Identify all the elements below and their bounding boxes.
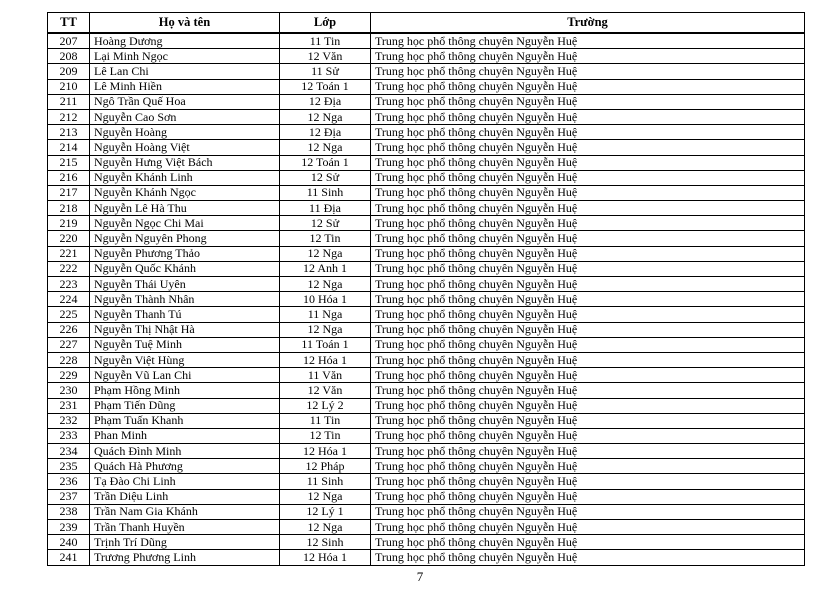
school-name: Trung học phổ thông chuyên Nguyễn Huệ: [371, 474, 805, 489]
student-name: Nguyễn Thành Nhân: [90, 292, 280, 307]
school-name: Trung học phổ thông chuyên Nguyễn Huệ: [371, 504, 805, 519]
student-table: [47, 12, 805, 566]
student-name: Nguyễn Khánh Linh: [90, 170, 280, 185]
row-number: 209: [48, 64, 90, 79]
table-row: [48, 535, 805, 550]
row-number: 208: [48, 49, 90, 64]
class-name: 11 Toán 1: [280, 337, 371, 352]
row-number: 221: [48, 246, 90, 261]
class-name: 12 Hóa 1: [280, 550, 371, 565]
school-name: Trung học phổ thông chuyên Nguyễn Huệ: [371, 109, 805, 124]
class-name: 12 Hóa 1: [280, 352, 371, 367]
school-name: Trung học phổ thông chuyên Nguyễn Huệ: [371, 535, 805, 550]
class-name: 12 Tin: [280, 428, 371, 443]
school-name: Trung học phổ thông chuyên Nguyễn Huệ: [371, 383, 805, 398]
student-name: Nguyễn Hưng Việt Bách: [90, 155, 280, 170]
class-name: 11 Văn: [280, 368, 371, 383]
school-name: Trung học phổ thông chuyên Nguyễn Huệ: [371, 398, 805, 413]
table-row: [48, 307, 805, 322]
header-class: Lớp: [280, 13, 371, 34]
table-row: [48, 185, 805, 200]
table-row: [48, 398, 805, 413]
school-name: Trung học phổ thông chuyên Nguyễn Huệ: [371, 550, 805, 565]
row-number: 233: [48, 428, 90, 443]
row-number: 229: [48, 368, 90, 383]
student-name: Lê Lan Chi: [90, 64, 280, 79]
table-row: [48, 459, 805, 474]
row-number: 239: [48, 520, 90, 535]
school-name: Trung học phổ thông chuyên Nguyễn Huệ: [371, 185, 805, 200]
school-name: Trung học phổ thông chuyên Nguyễn Huệ: [371, 246, 805, 261]
school-name: Trung học phổ thông chuyên Nguyễn Huệ: [371, 216, 805, 231]
student-name: Trần Diệu Linh: [90, 489, 280, 504]
row-number: 227: [48, 337, 90, 352]
class-name: 12 Toán 1: [280, 155, 371, 170]
table-row: [48, 94, 805, 109]
student-name: Nguyễn Cao Sơn: [90, 109, 280, 124]
school-name: Trung học phổ thông chuyên Nguyễn Huệ: [371, 413, 805, 428]
student-name: Nguyễn Khánh Ngọc: [90, 185, 280, 200]
table-row: [48, 352, 805, 367]
row-number: 214: [48, 140, 90, 155]
class-name: 12 Pháp: [280, 459, 371, 474]
table-row: [48, 337, 805, 352]
school-name: Trung học phổ thông chuyên Nguyễn Huệ: [371, 49, 805, 64]
row-number: 212: [48, 109, 90, 124]
student-name: Ngô Trần Quế Hoa: [90, 94, 280, 109]
student-name: Nguyễn Việt Hùng: [90, 352, 280, 367]
student-name: Phạm Hồng Minh: [90, 383, 280, 398]
row-number: 217: [48, 185, 90, 200]
table-row: [48, 489, 805, 504]
school-name: Trung học phổ thông chuyên Nguyễn Huệ: [371, 292, 805, 307]
class-name: 12 Sinh: [280, 535, 371, 550]
student-name: Lê Minh Hiền: [90, 79, 280, 94]
row-number: 211: [48, 94, 90, 109]
table-row: [48, 292, 805, 307]
class-name: 12 Lý 2: [280, 398, 371, 413]
school-name: Trung học phổ thông chuyên Nguyễn Huệ: [371, 94, 805, 109]
student-name: Quách Hà Phương: [90, 459, 280, 474]
table-row: [48, 428, 805, 443]
class-name: 11 Sử: [280, 64, 371, 79]
class-name: 12 Địa: [280, 125, 371, 140]
class-name: 11 Địa: [280, 201, 371, 216]
row-number: 223: [48, 277, 90, 292]
student-name: Phan Minh: [90, 428, 280, 443]
table-row: [48, 216, 805, 231]
class-name: 11 Sinh: [280, 185, 371, 200]
row-number: 222: [48, 261, 90, 276]
student-name: Trần Nam Gia Khánh: [90, 504, 280, 519]
table-row: [48, 79, 805, 94]
class-name: 11 Tin: [280, 413, 371, 428]
table-row: [48, 444, 805, 459]
student-name: Nguyễn Ngọc Chi Mai: [90, 216, 280, 231]
class-name: 12 Nga: [280, 246, 371, 261]
student-name: Quách Đình Minh: [90, 444, 280, 459]
class-name: 12 Lý 1: [280, 504, 371, 519]
student-name: Nguyễn Nguyên Phong: [90, 231, 280, 246]
table-row: [48, 520, 805, 535]
row-number: 226: [48, 322, 90, 337]
table-row: [48, 140, 805, 155]
row-number: 240: [48, 535, 90, 550]
table-row: [48, 125, 805, 140]
student-name: Trịnh Trí Dũng: [90, 535, 280, 550]
table-row: [48, 170, 805, 185]
row-number: 224: [48, 292, 90, 307]
school-name: Trung học phổ thông chuyên Nguyễn Huệ: [371, 444, 805, 459]
row-number: 213: [48, 125, 90, 140]
page-number: 7: [416, 569, 424, 584]
table-row: [48, 64, 805, 79]
class-name: 12 Văn: [280, 383, 371, 398]
class-name: 12 Văn: [280, 49, 371, 64]
school-name: Trung học phổ thông chuyên Nguyễn Huệ: [371, 428, 805, 443]
school-name: Trung học phổ thông chuyên Nguyễn Huệ: [371, 459, 805, 474]
student-name: Tạ Đào Chi Linh: [90, 474, 280, 489]
table-row: [48, 277, 805, 292]
student-name: Phạm Tuấn Khanh: [90, 413, 280, 428]
school-name: Trung học phổ thông chuyên Nguyễn Huệ: [371, 170, 805, 185]
header-name: Họ và tên: [90, 13, 280, 34]
student-name: Nguyễn Thái Uyên: [90, 277, 280, 292]
class-name: 12 Nga: [280, 322, 371, 337]
row-number: 234: [48, 444, 90, 459]
table-row: [48, 201, 805, 216]
row-number: 216: [48, 170, 90, 185]
school-name: Trung học phổ thông chuyên Nguyễn Huệ: [371, 201, 805, 216]
student-name: Nguyễn Phương Thảo: [90, 246, 280, 261]
student-name: Nguyễn Thị Nhật Hà: [90, 322, 280, 337]
school-name: Trung học phổ thông chuyên Nguyễn Huệ: [371, 33, 805, 49]
student-name: Nguyễn Tuệ Minh: [90, 337, 280, 352]
table-row: [48, 231, 805, 246]
table-row: [48, 383, 805, 398]
row-number: 218: [48, 201, 90, 216]
student-name: Lại Minh Ngọc: [90, 49, 280, 64]
row-number: 215: [48, 155, 90, 170]
class-name: 12 Nga: [280, 140, 371, 155]
student-name: Nguyễn Thanh Tú: [90, 307, 280, 322]
class-name: 12 Hóa 1: [280, 444, 371, 459]
student-name: Nguyễn Lê Hà Thu: [90, 201, 280, 216]
class-name: 11 Nga: [280, 307, 371, 322]
school-name: Trung học phổ thông chuyên Nguyễn Huệ: [371, 261, 805, 276]
school-name: Trung học phổ thông chuyên Nguyễn Huệ: [371, 140, 805, 155]
school-name: Trung học phổ thông chuyên Nguyễn Huệ: [371, 277, 805, 292]
class-name: 10 Hóa 1: [280, 292, 371, 307]
row-number: 236: [48, 474, 90, 489]
table-row: [48, 109, 805, 124]
table-row: [48, 246, 805, 261]
row-number: 219: [48, 216, 90, 231]
student-name: Nguyễn Hoàng: [90, 125, 280, 140]
student-name: Phạm Tiến Dũng: [90, 398, 280, 413]
header-school: Trường: [371, 13, 805, 34]
row-number: 210: [48, 79, 90, 94]
school-name: Trung học phổ thông chuyên Nguyễn Huệ: [371, 125, 805, 140]
table-row: [48, 155, 805, 170]
row-number: 225: [48, 307, 90, 322]
class-name: 12 Địa: [280, 94, 371, 109]
header-tt: TT: [48, 13, 90, 34]
row-number: 232: [48, 413, 90, 428]
table-row: [48, 474, 805, 489]
table-row: [48, 49, 805, 64]
table-row: [48, 261, 805, 276]
table-row: [48, 368, 805, 383]
row-number: 207: [48, 33, 90, 49]
class-name: 12 Tin: [280, 231, 371, 246]
table-row: [48, 413, 805, 428]
row-number: 228: [48, 352, 90, 367]
school-name: Trung học phổ thông chuyên Nguyễn Huệ: [371, 337, 805, 352]
table-row: [48, 550, 805, 565]
student-name: Trương Phương Linh: [90, 550, 280, 565]
class-name: 12 Nga: [280, 109, 371, 124]
school-name: Trung học phổ thông chuyên Nguyễn Huệ: [371, 520, 805, 535]
class-name: 12 Nga: [280, 489, 371, 504]
school-name: Trung học phổ thông chuyên Nguyễn Huệ: [371, 231, 805, 246]
school-name: Trung học phổ thông chuyên Nguyễn Huệ: [371, 64, 805, 79]
class-name: 12 Nga: [280, 520, 371, 535]
table-header-row: [48, 13, 805, 34]
student-name: Hoàng Dương: [90, 33, 280, 49]
class-name: 12 Sử: [280, 170, 371, 185]
row-number: 235: [48, 459, 90, 474]
table-row: [48, 322, 805, 337]
row-number: 238: [48, 504, 90, 519]
class-name: 12 Sử: [280, 216, 371, 231]
student-name: Nguyễn Vũ Lan Chi: [90, 368, 280, 383]
row-number: 241: [48, 550, 90, 565]
student-name: Nguyễn Quốc Khánh: [90, 261, 280, 276]
class-name: 12 Toán 1: [280, 79, 371, 94]
row-number: 230: [48, 383, 90, 398]
school-name: Trung học phổ thông chuyên Nguyễn Huệ: [371, 79, 805, 94]
class-name: 12 Nga: [280, 277, 371, 292]
row-number: 237: [48, 489, 90, 504]
student-name: Trần Thanh Huyền: [90, 520, 280, 535]
class-name: 11 Tin: [280, 33, 371, 49]
school-name: Trung học phổ thông chuyên Nguyễn Huệ: [371, 155, 805, 170]
row-number: 220: [48, 231, 90, 246]
row-number: 231: [48, 398, 90, 413]
school-name: Trung học phổ thông chuyên Nguyễn Huệ: [371, 322, 805, 337]
school-name: Trung học phổ thông chuyên Nguyễn Huệ: [371, 307, 805, 322]
table-row: [48, 33, 805, 49]
class-name: 12 Anh 1: [280, 261, 371, 276]
school-name: Trung học phổ thông chuyên Nguyễn Huệ: [371, 489, 805, 504]
school-name: Trung học phổ thông chuyên Nguyễn Huệ: [371, 352, 805, 367]
school-name: Trung học phổ thông chuyên Nguyễn Huệ: [371, 368, 805, 383]
class-name: 11 Sinh: [280, 474, 371, 489]
student-name: Nguyễn Hoàng Việt: [90, 140, 280, 155]
table-row: [48, 504, 805, 519]
